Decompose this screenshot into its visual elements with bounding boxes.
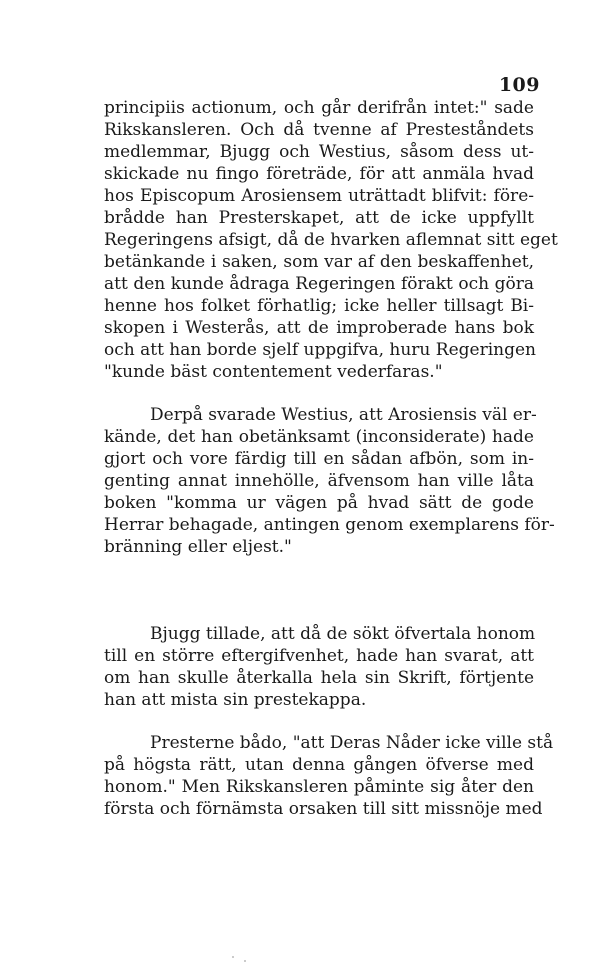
paper-speck xyxy=(244,960,246,962)
text-line: till en större eftergifvenhet, hade han svarat, att xyxy=(104,646,534,666)
text-line: principiis actionum, och går derifrån intet:" sade xyxy=(104,98,534,118)
paragraph-4 xyxy=(104,732,554,820)
text-line: Herrar behagade, antingen genom exemplarens för- xyxy=(104,515,555,535)
page-number: 109 xyxy=(498,74,540,96)
text-line: skickade nu fingo företräde, för att anmäla hvad xyxy=(104,164,534,184)
paragraph-3 xyxy=(104,623,534,711)
text-line: om han skulle återkalla hela sin Skrift, förtjente xyxy=(104,668,534,688)
text-line: boken "komma ur vägen på hvad sätt de gode xyxy=(104,493,534,513)
text-line: kände, det han obetänksamt (inconsiderate) hade xyxy=(104,427,534,447)
text-line: Rikskansleren. Och då tvenne af Presteståndets xyxy=(104,120,534,140)
text-line: Presterne bådo, "att Deras Nåder icke ville stå xyxy=(150,733,554,753)
text-line: bränning eller eljest." xyxy=(104,537,292,557)
text-line: genting annat innehölle, äfvensom han ville låta xyxy=(104,471,534,491)
text-line: honom." Men Rikskansleren påminte sig åter den xyxy=(104,777,534,797)
text-line: hos Episcopum Arosiensem uträttadt blifvit: före- xyxy=(104,186,534,206)
text-line: att den kunde ådraga Regeringen förakt och göra xyxy=(104,274,534,294)
text-line: första och förnämsta orsaken till sitt missnöje med xyxy=(104,799,543,819)
paragraph-2 xyxy=(104,404,555,558)
paragraph-1 xyxy=(104,97,558,383)
text-line: medlemmar, Bjugg och Westius, såsom dess ut- xyxy=(104,142,534,162)
text-line: och att han borde sjelf uppgifva, huru Regeringen xyxy=(104,340,536,360)
text-line: skopen i Westerås, att de improberade hans bok xyxy=(104,318,534,338)
text-line: han att mista sin prestekappa. xyxy=(104,690,367,710)
text-line: Regeringens afsigt, då de hvarken aflemnat sitt eget xyxy=(104,230,558,250)
text-line: Bjugg tillade, att då de sökt öfvertala honom xyxy=(150,624,536,644)
text-line: gjort och vore färdig till en sådan afbön, som in- xyxy=(104,449,534,469)
text-line: Derpå svarade Westius, att Arosiensis väl er- xyxy=(150,405,537,425)
text-line: betänkande i saken, som var af den beskaffenhet, xyxy=(104,252,534,272)
text-line: "kunde bäst contentement vederfaras." xyxy=(104,362,443,382)
text-line: på högsta rätt, utan denna gången öfverse med xyxy=(104,755,534,775)
text-line: brådde han Presterskapet, att de icke uppfyllt xyxy=(104,208,534,228)
paper-speck xyxy=(232,956,234,958)
text-line: henne hos folket förhatlig; icke heller tillsagt Bi- xyxy=(104,296,534,316)
